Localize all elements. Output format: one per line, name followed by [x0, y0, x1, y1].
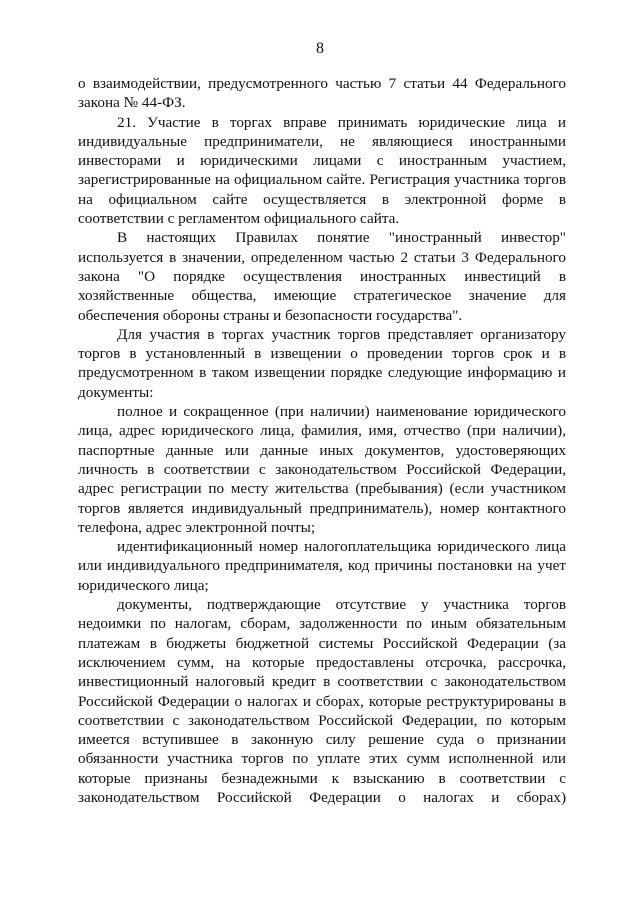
document-body — [78, 74, 566, 807]
paragraph-clause-21: 21. Участие в торгах вправе принимать юридические лица и индивидуальные предприниматели, не являющиеся иностранными инвесторами и юридическими лицами с иностранным участием, зарегистрированные на официальном сайте. Регистрация участника торгов на официальном сайте осуществляется в электронной форме в соответствии с регламентом официального сайта. — [78, 113, 566, 228]
paragraph-documents-intro: Для участия в торгах участник торгов представляет организатору торгов в установленный в извещении о проведении торгов срок и в предусмотренном в таком извещении порядке следующие информацию и документы: — [78, 325, 566, 401]
paragraph-foreign-investor-definition: В настоящих Правилах понятие "иностранный инвестор" используется в значении, определенном частью 2 статьи 3 Федерального закона "О порядке осуществления иностранных инвестиций в хозяйственные общества, имеющие стратегическое значение для обеспечения обороны страны и безопасности государства". — [78, 229, 566, 324]
list-item-name-address: полное и сокращенное (при наличии) наименование юридического лица, адрес юридического лица, фамилия, имя, отчество (при наличии), паспортные данные или данные иных документов, удостоверяющих личность в соответствии с законодательством Российской Федерации, адрес регистрации по месту жительства (пребывания) (если участником торгов является индивидуальный предприниматель), номер контактного телефона, адрес электронной почты; — [78, 403, 566, 536]
page-number: 8 — [316, 40, 324, 57]
list-item-tax-id: идентификационный номер налогоплательщика юридического лица или индивидуального предпринимателя, код причины постановки на учет юридического лица; — [78, 538, 566, 594]
list-item-tax-arrears-documents: документы, подтверждающие отсутствие у участника торгов недоимки по налогам, сборам, задолженности по иным обязательным платежам в бюджеты бюджетной системы Российской Федерации (за исключением сумм, на которые предоставлены отсрочка, рассрочка, инвестиционный налоговый кредит в соответствии с законодательством Российской Федерации о налогах и сборах, которые реструктурированы в соответствии с законодательством Российской Федерации, по которым имеется вступившее в законную силу решение суда о признании обязанности участника торгов по уплате этих сумм исполненной или которые признаны безнадежными к взысканию в соответствии с законодательством Российской Федерации о налогах и сборах) — [78, 596, 566, 806]
paragraph-continuation: о взаимодействии, предусмотренного частью 7 статьи 44 Федерального закона № 44-ФЗ. — [78, 75, 566, 112]
